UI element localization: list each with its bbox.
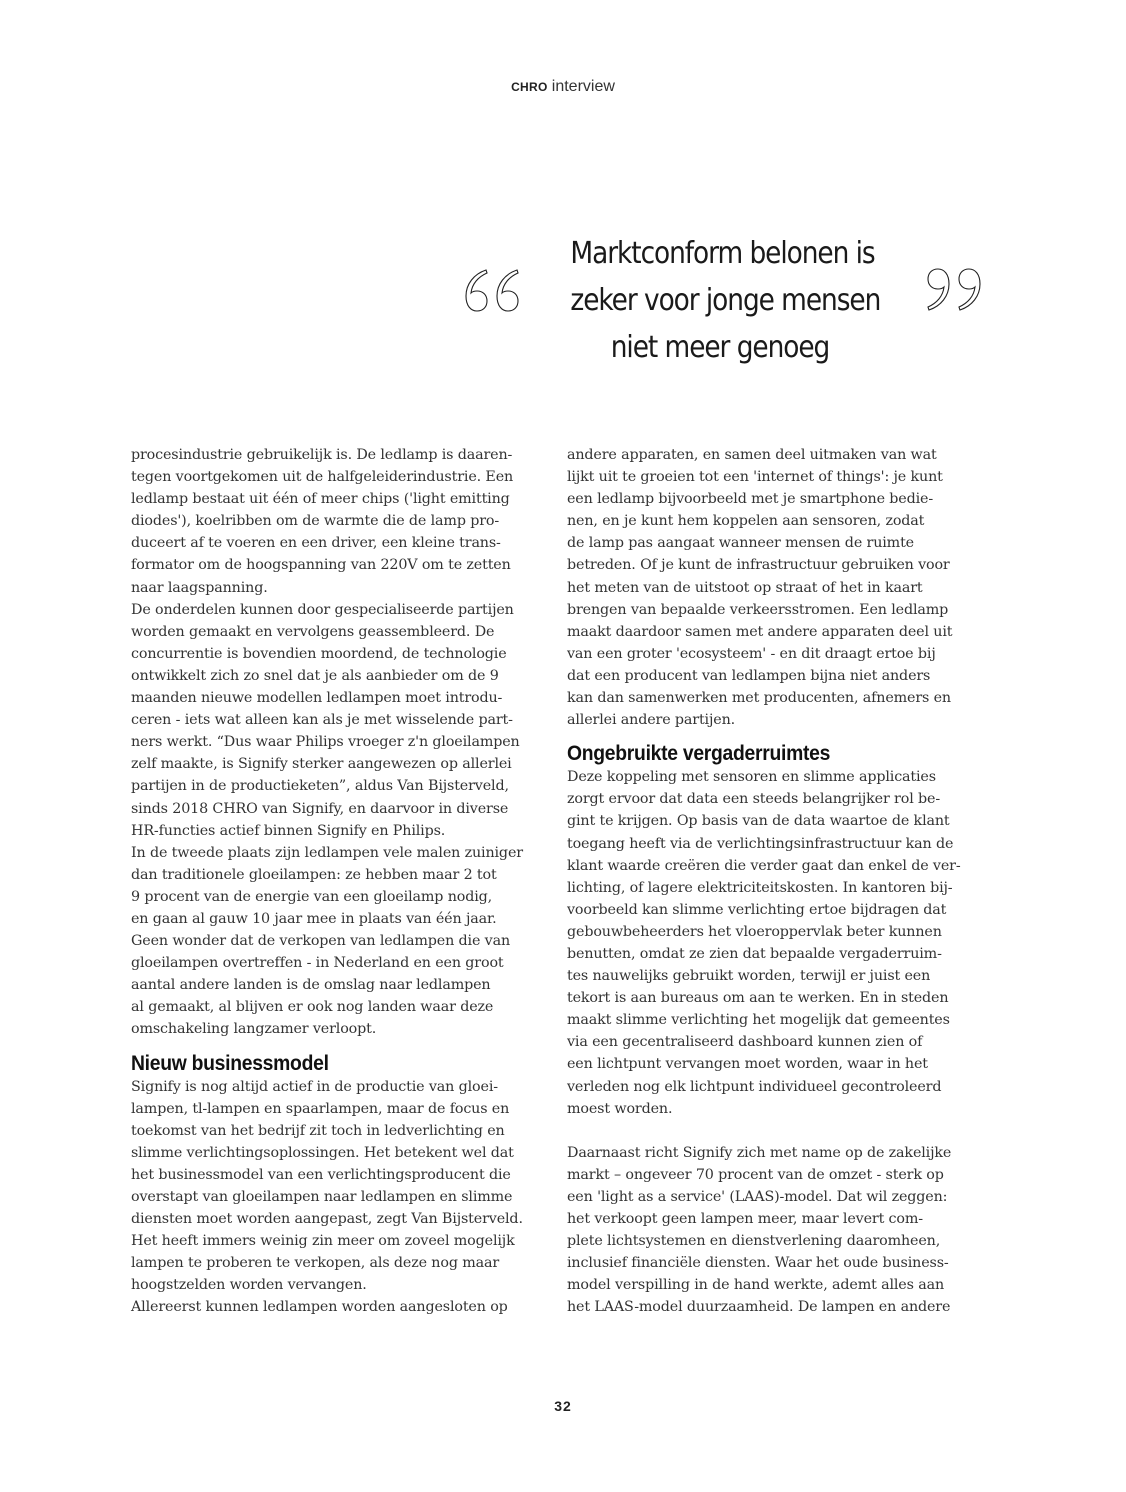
text-line: Het heeft immers weinig zin meer om zoveel mogelijk bbox=[131, 1233, 515, 1250]
article-column-right bbox=[567, 444, 982, 1318]
text-line: brengen van bepaalde verkeersstromen. Een ledlamp bbox=[567, 601, 949, 618]
article-column-left bbox=[131, 444, 546, 1319]
text-line: allerlei andere partijen. bbox=[567, 712, 736, 729]
paragraph bbox=[567, 1142, 982, 1319]
text-line: worden gemaakt en vervolgens geassembleerd. De bbox=[131, 623, 495, 640]
text-line: al gemaakt, al blijven er ook nog landen waar deze bbox=[131, 999, 494, 1016]
paragraph bbox=[131, 1076, 546, 1297]
text-line: nen, en je kunt hem koppelen aan sensoren, zodat bbox=[567, 513, 925, 530]
text-line: een 'light as a service' (LAAS)-model. Dat wil zeggen: bbox=[567, 1188, 948, 1205]
text-line: het verkoopt geen lampen meer, maar levert com- bbox=[567, 1211, 923, 1227]
subheading: Nieuw businessmodel bbox=[131, 1051, 329, 1075]
text-line: ontwikkelt zich zo snel dat je als aanbieder om de 9 bbox=[131, 667, 499, 684]
text-line: slimme verlichtingsoplossingen. Het betekent wel dat bbox=[131, 1144, 514, 1161]
text-line: dat een producent van ledlampen bijna niet anders bbox=[567, 667, 931, 684]
text-line: zelf maakte, is Signify sterker aangewezen op allerlei bbox=[131, 756, 512, 773]
text-line: via een gecentraliseerd dashboard kunnen zien of bbox=[567, 1034, 923, 1051]
text-line: diodes'), koelribben om de warmte die de lamp pro- bbox=[131, 513, 500, 530]
paragraph-spacer bbox=[567, 1120, 982, 1142]
text-line: De onderdelen kunnen door gespecialiseerde partijen bbox=[131, 601, 514, 618]
text-line: Signify is nog altijd actief in de productie van gloei- bbox=[131, 1078, 498, 1095]
text-line: diensten moet worden aangepast, zegt Van Bijsterveld. bbox=[131, 1211, 523, 1228]
section-header bbox=[0, 78, 1126, 96]
text-line: inclusief financiële diensten. Waar het oude business- bbox=[567, 1255, 949, 1272]
text-line: lampen, tl-lampen en spaarlampen, maar de focus en bbox=[131, 1100, 510, 1117]
text-line: naar laagspanning. bbox=[131, 579, 268, 596]
text-line: gebouwbeheerders het vloeroppervlak beter kunnen bbox=[567, 923, 942, 940]
text-line: andere apparaten, en samen deel uitmaken van wat bbox=[567, 447, 937, 463]
text-line: formator om de hoogspanning van 220V om te zetten bbox=[131, 557, 511, 574]
text-line: maakt daardoor samen met andere apparaten deel uit bbox=[567, 623, 953, 640]
text-line: dan traditionele gloeilampen: ze hebben maar 2 tot bbox=[131, 866, 497, 883]
paragraph bbox=[131, 1296, 546, 1318]
page-number: 32 bbox=[554, 1398, 572, 1414]
text-line: concurrentie is bovendien moordend, de technologie bbox=[131, 645, 507, 662]
text-line: Geen wonder dat de verkopen van ledlampen die van bbox=[131, 933, 511, 950]
text-line: procesindustrie gebruikelijk is. De ledlamp is daaren- bbox=[131, 447, 513, 463]
text-line: kan dan samenwerken met producenten, afnemers en bbox=[567, 690, 951, 707]
section-label-bold: CHRO bbox=[511, 80, 548, 94]
text-line: het businessmodel van een verlichtingsproducent die bbox=[131, 1166, 511, 1183]
text-line: klant waarde creëren die verder gaat dan enkel de ver- bbox=[567, 857, 961, 874]
text-line: de lamp pas aangaat wanneer mensen de ruimte bbox=[567, 535, 914, 552]
text-line: het meten van de uitstoot op straat of het in kaart bbox=[567, 579, 923, 596]
text-line: tegen voortgekomen uit de halfgeleiderindustrie. Een bbox=[131, 469, 514, 486]
text-line: maakt slimme verlichting het mogelijk dat gemeentes bbox=[567, 1012, 950, 1029]
text-line: Allereerst kunnen ledlampen worden aangesloten op bbox=[131, 1299, 508, 1316]
text-line: zorgt ervoor dat data een steeds belangrijker rol be- bbox=[567, 791, 941, 808]
text-line: lijkt uit te groeien tot een 'internet of things': je kunt bbox=[567, 469, 943, 486]
text-line: betreden. Of je kunt de infrastructuur gebruiken voor bbox=[567, 557, 950, 574]
text-line: HR-functies actief binnen Signify en Philips. bbox=[131, 822, 446, 839]
section-label-light: interview bbox=[551, 78, 615, 95]
pull-quote-line: niet meer genoeg bbox=[610, 330, 830, 365]
text-line: overstapt van gloeilampen naar ledlampen en slimme bbox=[131, 1189, 513, 1205]
text-line: toegang heeft via de verlichtingsinfrastructuur kan de bbox=[567, 835, 954, 852]
text-line: ceren - iets wat alleen kan als je met wisselende part- bbox=[131, 712, 513, 729]
paragraph bbox=[131, 842, 546, 1041]
close-quote-icon bbox=[922, 266, 984, 314]
paragraph bbox=[131, 599, 546, 842]
text-line: model verspilling in de hand werkte, ademt alles aan bbox=[567, 1277, 945, 1294]
text-line: tekort is aan bureaus om aan te werken. En in steden bbox=[567, 990, 949, 1007]
pull-quote-line: zeker voor jonge mensen bbox=[570, 283, 881, 318]
text-line: het LAAS-model duurzaamheid. De lampen en andere bbox=[567, 1299, 951, 1316]
text-line: tes nauwelijks gebruikt worden, terwijl er juist een bbox=[567, 968, 931, 985]
text-line: ledlamp bestaat uit één of meer chips ('light emitting bbox=[131, 491, 510, 508]
text-line: lichting, of lagere elektriciteitskosten. In kantoren bij- bbox=[567, 879, 953, 896]
text-line: toekomst van het bedrijf zit toch in ledverlichting en bbox=[131, 1122, 505, 1139]
text-line: markt – ongeveer 70 procent van de omzet - sterk op bbox=[567, 1166, 944, 1183]
text-line: hoogstzelden worden vervangen. bbox=[131, 1277, 367, 1294]
text-line: gint te krijgen. Op basis van de data waartoe de klant bbox=[567, 813, 950, 830]
paragraph bbox=[567, 766, 982, 1120]
text-line: verleden nog elk lichtpunt individueel gecontroleerd bbox=[567, 1078, 942, 1095]
text-line: lampen te proberen te verkopen, als deze nog maar bbox=[131, 1255, 500, 1272]
text-line: een lichtpunt vervangen moet worden, waar in het bbox=[567, 1056, 928, 1073]
text-line: van een groter 'ecosysteem' - en dit draagt ertoe bij bbox=[567, 645, 936, 662]
text-line: Daarnaast richt Signify zich met name op de zakelijke bbox=[567, 1144, 952, 1161]
text-line: sinds 2018 CHRO van Signify, en daarvoor in diverse bbox=[131, 800, 509, 817]
text-line: aantal andere landen is de omslag naar ledlampen bbox=[131, 977, 491, 994]
paragraph bbox=[567, 444, 982, 731]
text-line: een ledlamp bijvoorbeeld met je smartphone bedie- bbox=[567, 491, 934, 508]
text-line: benutten, omdat ze zien dat bepaalde vergaderruim- bbox=[567, 945, 942, 962]
text-line: partijen in de productieketen”, aldus Van Bijsterveld, bbox=[131, 778, 509, 795]
pull-quote-line: Marktconform belonen is bbox=[570, 236, 875, 271]
text-line: maanden nieuwe modellen ledlampen moet introdu- bbox=[131, 690, 503, 707]
text-line: 9 procent van de energie van een gloeilamp nodig, bbox=[131, 888, 493, 905]
text-line: In de tweede plaats zijn ledlampen vele malen zuiniger bbox=[131, 844, 523, 861]
pull-quote bbox=[460, 230, 985, 380]
text-line: duceert af te voeren en een driver, een kleine trans- bbox=[131, 535, 501, 552]
paragraph bbox=[131, 444, 546, 599]
text-line: omschakeling langzamer verloopt. bbox=[131, 1021, 377, 1038]
subheading: Ongebruikte vergaderruimtes bbox=[567, 742, 831, 766]
text-line: gloeilampen overtreffen - in Nederland en een groot bbox=[131, 955, 504, 972]
text-line: Deze koppeling met sensoren en slimme applicaties bbox=[567, 769, 936, 786]
text-line: ners werkt. “Dus waar Philips vroeger z'n gloeilampen bbox=[131, 734, 520, 751]
open-quote-icon bbox=[462, 266, 524, 314]
pull-quote-text bbox=[570, 230, 881, 371]
text-line: moest worden. bbox=[567, 1100, 673, 1117]
text-line: en gaan al gauw 10 jaar mee in plaats van één jaar. bbox=[131, 910, 497, 927]
text-line: plete lichtsystemen en dienstverlening daaromheen, bbox=[567, 1233, 941, 1250]
text-line: voorbeeld kan slimme verlichting ertoe bijdragen dat bbox=[567, 901, 947, 918]
